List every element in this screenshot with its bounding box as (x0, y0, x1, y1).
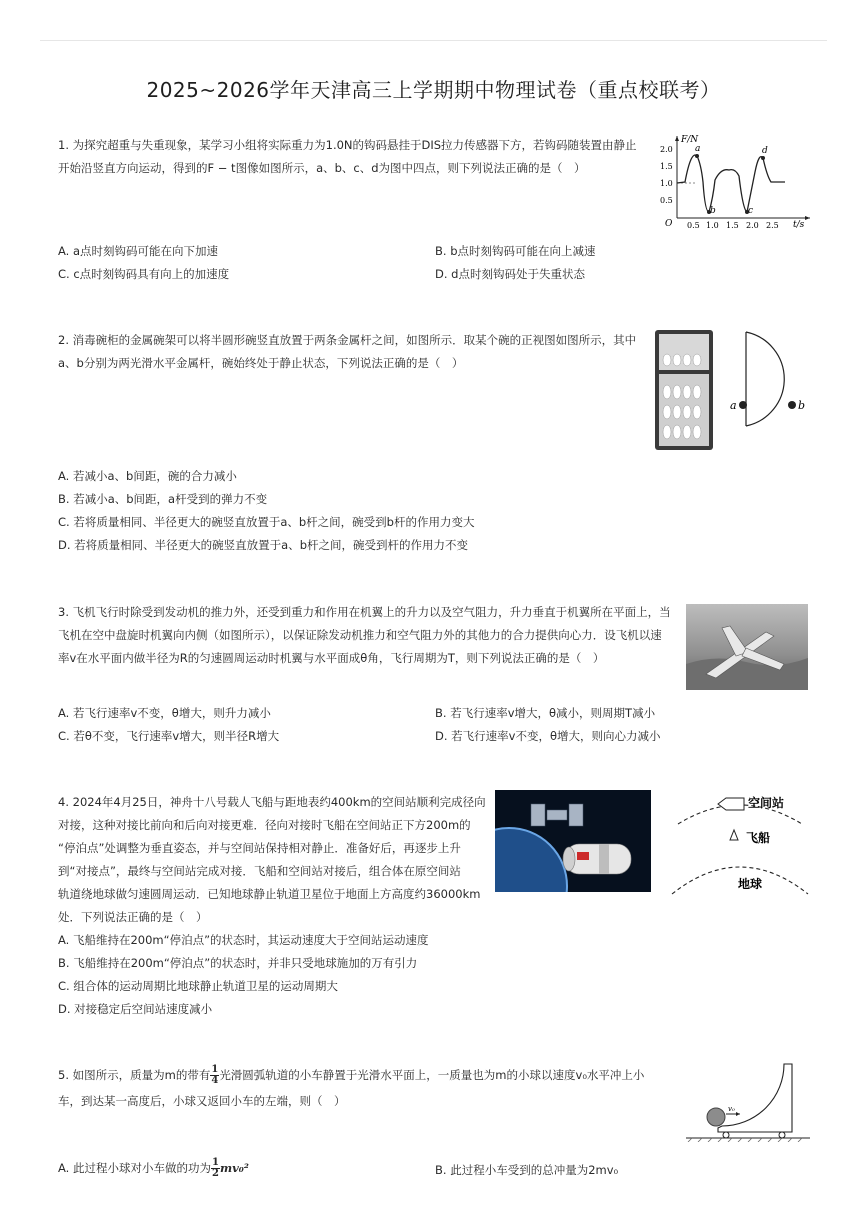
q4-line: 到“对接点”，最终与空间站完成对接．飞船和空间站对接后，组合体在原空间站 (58, 864, 461, 878)
station-label: 空间站 (748, 796, 785, 810)
q4-option-d[interactable]: D. 对接稳定后空间站速度减小 (58, 1002, 213, 1016)
q2-option-d[interactable]: D. 若将质量相同、半径更大的碗竖直放置于a、b杆之间，碗受到杆的作用力不变 (58, 538, 469, 552)
docking-orbit-diagram (668, 790, 813, 898)
q2-line2: a、b分别为两光滑水平金属杆，碗始终处于静止状态，下列说法正确的是（ ） (58, 356, 464, 370)
q1-xtick: 2.0 (746, 221, 759, 230)
q1-option-b[interactable]: B. b点时刻钩码可能在向上减速 (435, 244, 596, 258)
q4-line: 对接，这种对接比前向和后向对接更难．径向对接时飞船在空间站正下方200m的 (58, 818, 471, 832)
q4-option-c[interactable]: C. 组合体的运动周期比地球静止轨道卫星的运动周期大 (58, 979, 338, 993)
q5-line1 (58, 1064, 644, 1087)
earth-label: 地球 (738, 877, 763, 891)
q5-fraction: $\frac{1}{4}$ (211, 1064, 219, 1086)
q1-graph-origin: O (665, 219, 673, 229)
q5-line1-pre: 5. 如图所示，质量为m的带有 (58, 1068, 211, 1082)
bowl-label-a: a (730, 399, 737, 412)
q1-graph-xlabel: t/s (793, 220, 805, 230)
q1-ytick: 0.5 (660, 196, 673, 205)
q3-option-b[interactable]: B. 若飞行速率v增大，θ减小，则周期T减小 (435, 706, 656, 720)
q1-point-c: c (748, 206, 754, 216)
q1-point-b: b (710, 206, 716, 216)
q1-graph-ylabel: F/N (681, 135, 699, 145)
q5-option-a-text: A. 此过程小球对小车做的功为 (58, 1161, 211, 1175)
q1-ytick: 1.0 (660, 179, 673, 188)
q1-ytick: 1.5 (660, 162, 673, 171)
q4-option-a[interactable]: A. 飞船维持在200m“停泊点”的状态时，其运动速度大于空间站运动速度 (58, 933, 429, 947)
q1-line2: 开始沿竖直方向运动，得到的F − t图像如图所示，a、b、c、d为图中四点，则下列说法正确的是（ ） (58, 161, 586, 175)
q1-option-a[interactable]: A. a点时刻钩码可能在向下加速 (58, 244, 219, 258)
q1-point-d: d (762, 146, 768, 156)
q3-line1: 3. 飞机飞行时除受到发动机的推力外，还受到重力和作用在机翼上的升力以及空气阻力，升力垂直于机翼所在平面上，当 (58, 605, 671, 619)
bowl-label-b: b (798, 399, 806, 412)
q5-option-b[interactable]: B. 此过程小车受到的总冲量为2mv₀ (435, 1163, 619, 1177)
q2-option-a[interactable]: A. 若减小a、b间距，碗的合力减小 (58, 469, 237, 483)
q1-xtick: 0.5 (687, 221, 700, 230)
q4-option-b[interactable]: B. 飞船维持在200m“停泊点”的状态时，并非只受地球施加的万有引力 (58, 956, 418, 970)
q4-line: “停泊点”处调整为垂直姿态，并与空间站保持相对静止．准备好后，再逐步上升 (58, 841, 461, 855)
ship-label: 飞船 (746, 831, 771, 845)
q1-point-a: a (695, 144, 701, 154)
q3-option-d[interactable]: D. 若飞行速率v不变，θ增大，则向心力减小 (435, 729, 661, 743)
bowl-front-view-diagram (726, 330, 814, 430)
q1-line1: 1. 为探究超重与失重现象，某学习小组将实际重力为1.0N的钩码悬挂于DIS拉力传感器下方，若钩码随装置由静止 (58, 138, 637, 152)
q2-option-c[interactable]: C. 若将质量相同、半径更大的碗竖直放置于a、b杆之间，碗受到b杆的作用力变大 (58, 515, 475, 529)
q5-line1-post: 光滑圆弧轨道的小车静置于光滑水平面上，一质量也为m的小球以速度v₀水平冲上小 (219, 1068, 645, 1082)
q5-option-a-expr: mv₀² (219, 1161, 249, 1175)
q2-line1: 2. 消毒碗柜的金属碗架可以将半圆形碗竖直放置于两条金属杆之间，如图所示．取某个碗的正视图如图所示，其中 (58, 333, 637, 347)
spacecraft-docking-photo (495, 790, 651, 892)
q1-option-d[interactable]: D. d点时刻钩码处于失重状态 (435, 267, 585, 281)
q1-option-c[interactable]: C. c点时刻钩码具有向上的加速度 (58, 267, 230, 281)
q1-xtick: 1.0 (706, 221, 719, 230)
banking-jet-photo (686, 604, 808, 690)
q1-xtick: 2.5 (766, 221, 779, 230)
q4-line: 处．下列说法正确的是（ ） (58, 910, 208, 924)
q1-xtick: 1.5 (726, 221, 739, 230)
quarter-arc-cart-diagram (684, 1062, 812, 1142)
q1-ytick: 2.0 (660, 145, 673, 154)
q2-option-b[interactable]: B. 若减小a、b间距，a杆受到的弹力不变 (58, 492, 268, 506)
q3-line3: 率v在水平面内做半径为R的匀速圆周运动时机翼与水平面成θ角，飞行周期为T，则下列说法正确的是（ ） (58, 651, 605, 665)
page-title: 2025~2026学年天津高三上学期期中物理试卷（重点校联考） (146, 78, 721, 102)
dish-cabinet-photo (655, 330, 713, 450)
q5-velocity-label: v₀ (728, 1105, 735, 1113)
header-divider (40, 40, 827, 41)
q3-option-c[interactable]: C. 若θ不变，飞行速率v增大，则半径R增大 (58, 729, 280, 743)
q5-option-a[interactable] (58, 1158, 249, 1179)
q5-line2: 车，到达某一高度后，小球又返回小车的左端，则（ ） (58, 1094, 346, 1108)
q5-option-a-fraction: $\frac{1}{2}$ (211, 1157, 219, 1179)
q1-force-time-graph (655, 132, 815, 230)
q4-line: 4. 2024年4月25日，神舟十八号载人飞船与距地表约400km的空间站顺利完成径向 (58, 795, 486, 809)
q4-line: 轨道绕地球做匀速圆周运动．已知地球静止轨道卫星位于地面上方高度约36000km (58, 887, 481, 901)
q3-line2: 飞机在空中盘旋时机翼向内侧（如图所示），以保证除发动机推力和空气阻力外的其他力的合力提供向心力．设飞机以速 (58, 628, 662, 642)
q3-option-a[interactable]: A. 若飞行速率v不变，θ增大，则升力减小 (58, 706, 271, 720)
